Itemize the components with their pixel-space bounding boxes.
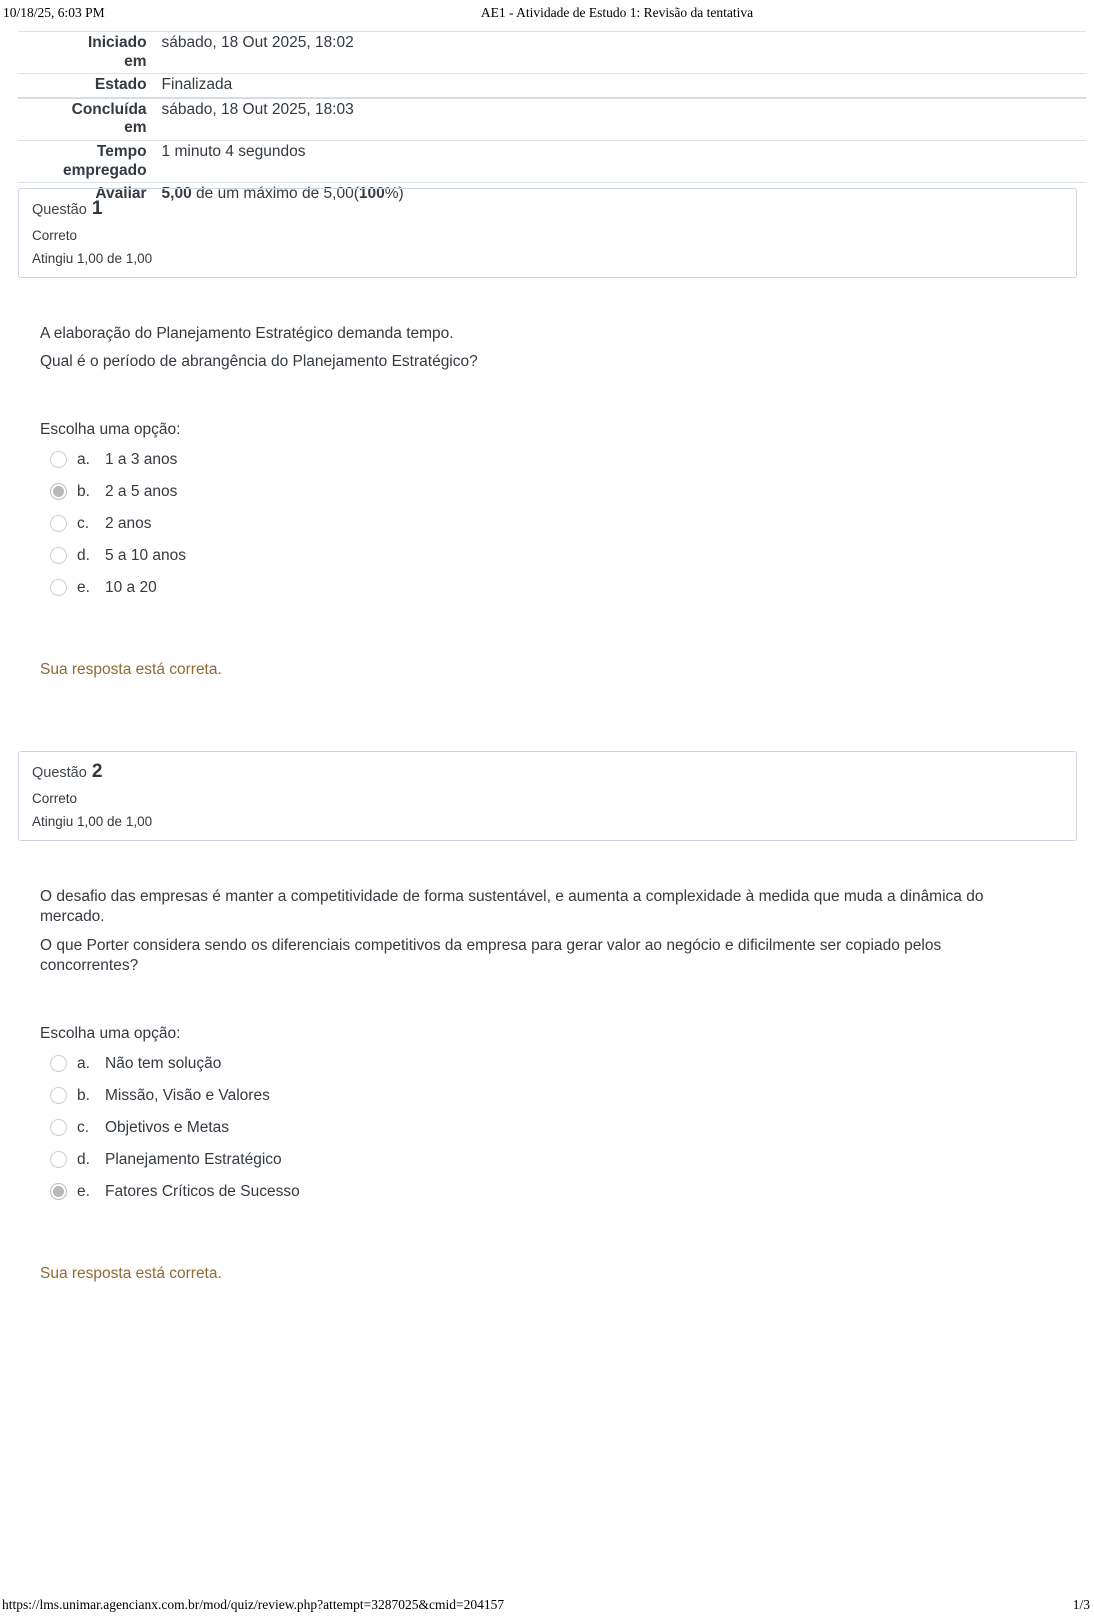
question-text <box>40 887 1025 977</box>
question-number: 2 <box>91 760 103 782</box>
summary-value-time: 1 minuto 4 segundos <box>161 142 306 160</box>
feedback-text: Sua resposta está correta. <box>40 1264 222 1282</box>
option-label: Planejamento Estratégico <box>105 1150 282 1168</box>
option-label: 2 anos <box>105 514 152 532</box>
option-label: Missão, Visão e Valores <box>105 1086 270 1104</box>
question-paragraph: Qual é o período de abrangência do Planejamento Estratégico? <box>40 353 478 371</box>
question-label: Questão <box>32 764 87 781</box>
table-row <box>18 32 1086 74</box>
questions-container <box>18 188 1077 1355</box>
option-letter: e. <box>77 578 90 596</box>
option-d[interactable] <box>50 540 1077 572</box>
option-letter: b. <box>77 1086 90 1104</box>
question-2-info-box <box>18 751 1077 841</box>
summary-label-time: Tempo empregado <box>63 142 147 179</box>
option-b[interactable] <box>50 1080 1077 1112</box>
question-paragraph: O que Porter considera sendo os diferenciais competitivos da empresa para gerar valor ao negócio e dificilmente ser copiado pelos concorrentes? <box>40 936 942 975</box>
grade-value: 5,00 <box>161 185 192 203</box>
question-paragraph: O desafio das empresas é manter a competitividade de forma sustentável, e aumenta a complexidade à medida que muda a dinâmica do mercado. <box>40 887 984 926</box>
footer-page-indicator: 1/3 <box>1072 1597 1090 1612</box>
option-letter: b. <box>77 482 90 500</box>
question-text <box>40 324 1025 373</box>
radio-selected-icon[interactable] <box>50 1183 67 1200</box>
table-row <box>18 140 1086 182</box>
grade-suffix: %) <box>384 185 404 203</box>
option-c[interactable] <box>50 508 1077 540</box>
grade-mid-text: de um máximo de 5,00( <box>191 185 359 203</box>
radio-icon[interactable] <box>50 579 67 596</box>
summary-label-completed: Concluída em <box>71 100 147 137</box>
header-datetime: 10/18/25, 6:03 PM <box>3 5 105 20</box>
option-label: 5 a 10 anos <box>105 546 187 564</box>
radio-icon[interactable] <box>50 1151 67 1168</box>
option-letter: d. <box>77 1150 90 1168</box>
option-letter: d. <box>77 546 90 564</box>
summary-value-completed: sábado, 18 Out 2025, 18:03 <box>161 100 354 118</box>
option-b[interactable] <box>50 476 1077 508</box>
option-a[interactable] <box>50 444 1077 476</box>
question-2 <box>18 751 1077 1283</box>
radio-icon[interactable] <box>50 451 67 468</box>
summary-label-grade: Avaliar <box>95 185 147 203</box>
radio-selected-icon[interactable] <box>50 483 67 500</box>
summary-value-state: Finalizada <box>161 76 233 94</box>
question-1 <box>18 188 1077 679</box>
question-grade: Atingiu 1,00 de 1,00 <box>32 813 153 829</box>
question-paragraph: A elaboração do Planejamento Estratégico demanda tempo. <box>40 325 454 342</box>
option-letter: c. <box>77 1118 90 1136</box>
option-label: Não tem solução <box>105 1054 222 1072</box>
question-label: Questão <box>32 202 87 218</box>
summary-value-started: sábado, 18 Out 2025, 18:02 <box>161 34 354 51</box>
footer-url: https://lms.unimar.agencianx.com.br/mod/quiz/review.php?attempt=3287025&cmid=204157 <box>2 1597 505 1612</box>
option-letter: a. <box>77 1054 90 1072</box>
option-e[interactable] <box>50 1176 1077 1208</box>
option-label: Fatores Críticos de Sucesso <box>105 1182 300 1200</box>
page-title: AE1 - Atividade de Estudo 1: Revisão da tentativa <box>480 5 754 20</box>
grade-percent: 100 <box>358 185 385 203</box>
option-label: 10 a 20 <box>105 578 157 596</box>
attempt-summary-table <box>18 31 1086 206</box>
option-label: 1 a 3 anos <box>105 450 178 468</box>
option-letter: c. <box>77 514 90 532</box>
option-d[interactable] <box>50 1144 1077 1176</box>
question-1-info-box <box>18 188 1077 278</box>
question-state-badge: Correto <box>32 228 78 243</box>
option-letter: a. <box>77 450 90 468</box>
options-list <box>50 1048 1077 1208</box>
summary-label-started: Iniciado em <box>87 34 147 70</box>
option-a[interactable] <box>50 1048 1077 1080</box>
answer-prompt: Escolha uma opção: <box>40 420 181 438</box>
print-header <box>0 5 1094 27</box>
radio-icon[interactable] <box>50 1055 67 1072</box>
options-list <box>50 444 1077 604</box>
option-label: 2 a 5 anos <box>105 482 178 500</box>
radio-icon[interactable] <box>50 547 67 564</box>
radio-icon[interactable] <box>50 515 67 532</box>
option-c[interactable] <box>50 1112 1077 1144</box>
table-row <box>18 74 1086 98</box>
table-row <box>18 98 1086 141</box>
radio-icon[interactable] <box>50 1087 67 1104</box>
question-state-badge: Correto <box>32 790 78 806</box>
question-grade: Atingiu 1,00 de 1,00 <box>32 251 153 266</box>
feedback-text: Sua resposta está correta. <box>40 660 222 678</box>
question-number: 1 <box>91 198 103 219</box>
radio-icon[interactable] <box>50 1119 67 1136</box>
summary-label-state: Estado <box>94 76 147 94</box>
answer-prompt: Escolha uma opção: <box>40 1024 181 1042</box>
print-footer <box>0 1593 1094 1613</box>
option-letter: e. <box>77 1182 90 1200</box>
option-e[interactable] <box>50 572 1077 604</box>
option-label: Objetivos e Metas <box>105 1118 230 1136</box>
